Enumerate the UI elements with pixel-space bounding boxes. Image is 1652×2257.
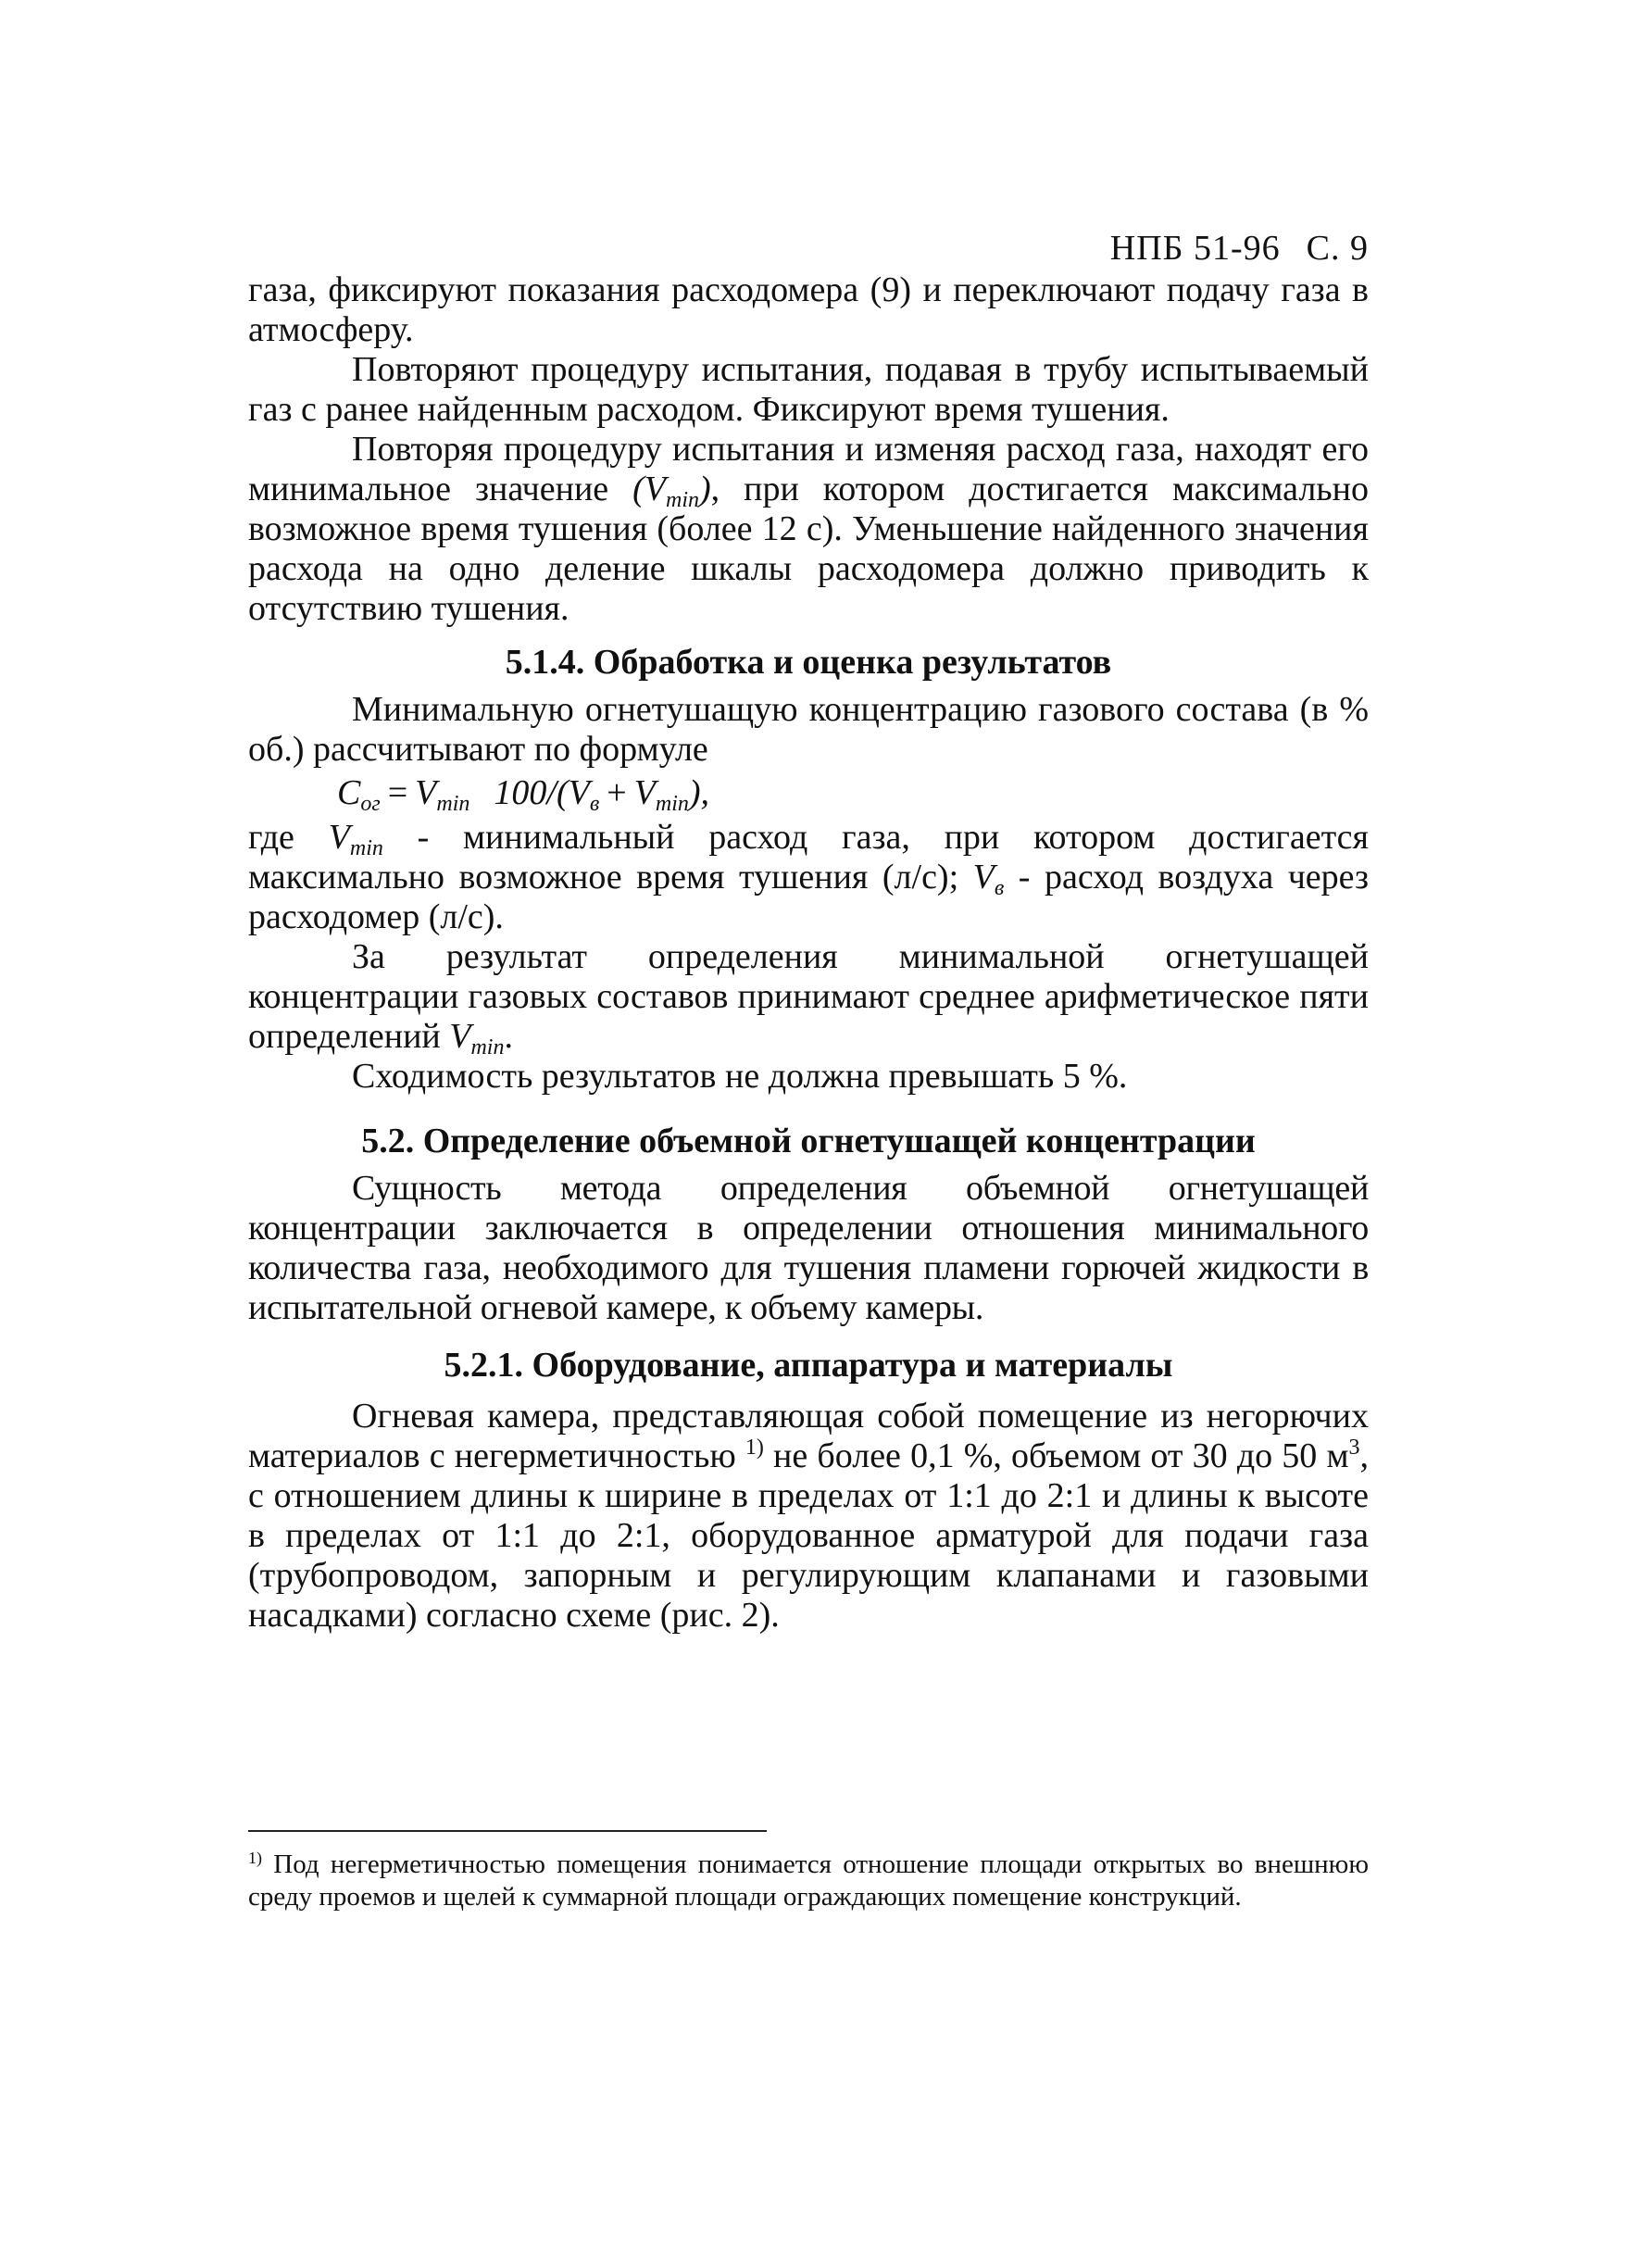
paragraph-fire-chamber <box>248 1397 1369 1636</box>
formula-v2: V <box>633 773 656 812</box>
concentration-formula <box>337 771 1369 814</box>
footnote-reference: 1) <box>745 1436 764 1460</box>
section-heading-5-2-1: 5.2.1. Оборудование, аппаратура и материалы <box>444 1346 1173 1385</box>
footnote-body: Под негерметичностью помещения понимается отношение площади открытых во внешнюю среду проемов и щелей к суммарной площади ограждающих помещение конструкций. <box>248 1849 1369 1912</box>
formula-end: ), <box>688 773 710 812</box>
superscript-cubic: 3 <box>1348 1436 1360 1460</box>
subscript-min: min <box>349 836 383 860</box>
footnote-marker: 1) <box>248 1849 262 1867</box>
paragraph-result <box>248 937 1369 1060</box>
paragraph-text: За результат определения минимальной огнетушащей концентрации газовых составов принимают среднее арифметическое пяти определений <box>248 937 1369 1056</box>
variable-v: V <box>328 818 350 857</box>
method-essence-block <box>248 1169 1369 1328</box>
paragraph-repeat-test: Повторяют процедуру испытания, подавая в трубу испытываемый газ с ранее найденным расходом. Фиксируют время тушения. <box>248 350 1369 429</box>
subscript-min: min <box>470 1035 505 1060</box>
variable-v: V <box>972 858 995 897</box>
variable-v: V <box>449 1017 471 1056</box>
paragraph-text: где <box>248 818 329 857</box>
paragraph-method-essence: Сущность метода определения объемной огнетушащей концентрации заключается в определении отношения минимального количества газа, необходимого для тушения пламени горючей жидкости в испытательной огневой камере, к объему камеры. <box>248 1169 1369 1327</box>
paragraph-text: , при котором достигается максимально возможное время тушения (более 12 с). Уменьшение найденного значения расхода на одно деление шкалы расходомера должно приводить к отсутствию тушения. <box>248 470 1369 628</box>
formula-v-subscript: min <box>436 792 470 816</box>
paragraph-text: Повторяя процедуру испытания и изменяя расход газа, находят его минимальное значение <box>248 430 1369 508</box>
paragraph-continuation: газа, фиксируют показания расходомера (9) и переключают подачу газа в атмосферу. <box>248 270 1369 349</box>
paragraph-text: - расход воздуха через расходомер (л/с). <box>248 858 1370 936</box>
vmin-variable <box>632 470 711 512</box>
paragraph-formula-legend <box>248 818 1369 937</box>
formula-plus: + <box>607 773 627 812</box>
formula-equals: = <box>387 773 408 812</box>
paragraph-formula-intro: Минимальную огнетушащую концентрацию газового состава (в % об.) рассчитывают по формуле <box>248 690 1369 769</box>
formula-v: V <box>415 773 437 812</box>
paragraph-text: , с отношением длины к ширине в пределах от 1:1 до 2:1 и длины к высоте в пределах от 1:1 до 2:1, оборудованное арматурой для подачи газа (трубопроводом, запорным и регулирующим клапанами и газовыми насадками) согласно схеме (рис. 2). <box>248 1436 1369 1635</box>
running-header <box>248 228 1369 269</box>
body-text <box>248 270 1369 1636</box>
formula-c-subscript: ог <box>360 792 381 816</box>
formula-c: C <box>337 773 361 812</box>
section-heading-5-2: 5.2. Определение объемной огнетушащей концентрации <box>361 1122 1256 1160</box>
footnote-divider <box>248 1830 767 1832</box>
formula-vb-subscript: в <box>589 792 600 816</box>
document-code: НПБ 51-96 <box>1109 229 1281 268</box>
formula-v2-subscript: min <box>655 792 689 816</box>
formula-fraction: 100/(V <box>494 773 590 812</box>
footnote-text <box>248 1849 1369 1913</box>
variable-v: V <box>644 470 667 508</box>
paragraph-text: - минимальный расход газа, при котором достигается максимально возможное время тушения (л/с); <box>248 818 1369 897</box>
paren-open: ( <box>632 470 645 508</box>
footnote <box>248 1849 1369 1913</box>
paragraph-text: не более 0,1 %, объемом от 30 до 50 м <box>763 1436 1349 1475</box>
section-heading-5-1-4: 5.1.4. Обработка и оценка результатов <box>505 643 1112 682</box>
paren-close: ) <box>699 470 711 508</box>
paragraph-min-value <box>248 430 1369 629</box>
paragraph-text: Огневая камера, представляющая собой помещение из негорючих материалов с негерметичностью <box>248 1397 1369 1475</box>
paragraph-text: . <box>504 1017 513 1056</box>
subscript-v: в <box>994 876 1005 900</box>
page-number: С. 9 <box>1306 229 1369 268</box>
subscript-min: min <box>666 488 700 512</box>
paragraph-convergence: Сходимость результатов не должна превышать 5 %. <box>352 1057 1128 1096</box>
